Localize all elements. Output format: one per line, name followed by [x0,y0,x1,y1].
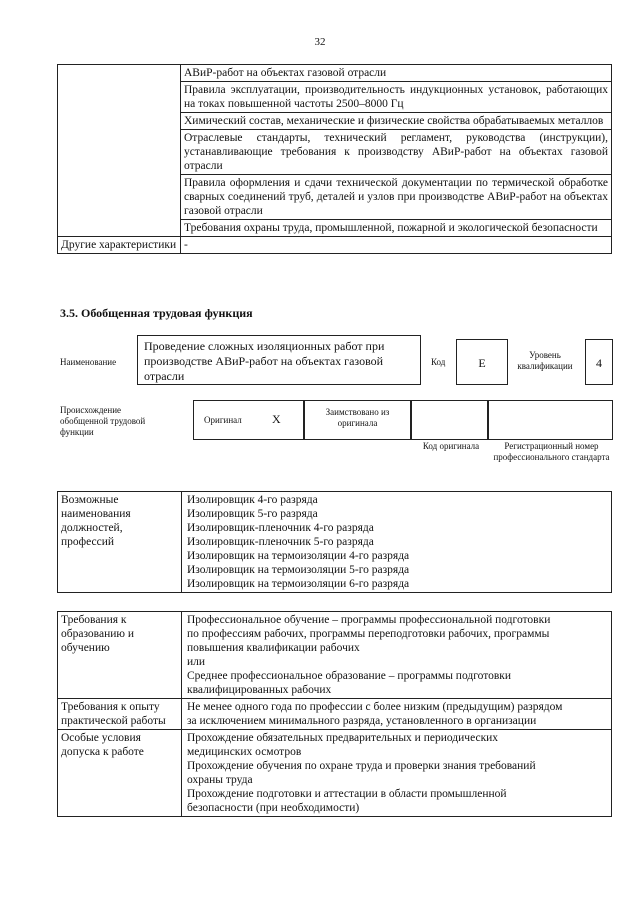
post-item: Изолировщик 5-го разряда [187,508,318,520]
experience-label: Требования к опыту практической работы [58,699,182,730]
level-label: Уровень квалификации [517,350,573,371]
borrowed-box [304,400,411,440]
original-mark: Х [272,412,281,426]
other-characteristics-value: - [181,237,612,254]
post-item: Изолировщик на термоизоляции 4-го разряда [187,550,410,562]
function-name-box [137,335,421,385]
code-caption: Код оригинала [422,441,480,451]
experience-value [182,699,612,730]
education-line: повышения квалификации рабочих [187,642,360,654]
education-value [182,612,612,699]
post-item: Изолировщик-пленочник 5-го разряда [187,536,374,548]
post-item: Изолировщик 4-го разряда [187,494,318,506]
knowledge-row: Правила оформления и сдачи технической документации по термической обработке сварных соединений труб, деталей и узлов при производстве АВиР-работ на объектах газовой отрасли [181,175,612,220]
posts-list [182,492,612,593]
origin-label: Происхождение обобщенной трудовой функции [60,405,146,437]
function-name-value: Проведение сложных изоляционных работ при производстве АВиР-работ на объектах газовой отрасли [144,339,385,383]
level-value: 4 [596,356,602,370]
education-line: Профессиональное обучение – программы профессиональной подготовки [187,614,551,626]
knowledge-label-cell [58,65,181,237]
code-label: Код [431,357,446,367]
education-label: Требования к образованию и обучению [58,612,182,699]
knowledge-row: Требования охраны труда, промышленной, пожарной и экологической безопасности [181,220,612,237]
borrowed-label: Заимствовано из оригинала [325,407,390,428]
reg-number-caption: Регистрационный номер профессионального стандарта [493,441,610,462]
post-item: Изолировщик-пленочник 4-го разряда [187,522,374,534]
admission-value [182,730,612,817]
admission-line: охраны труда [187,774,253,786]
knowledge-row: АВиР-работ на объектах газовой отрасли [181,65,612,82]
post-item: Изолировщик на термоизоляции 5-го разряда [187,564,410,576]
knowledge-table [57,64,612,254]
experience-line: за исключением минимального разряда, установленного в организации [187,715,537,727]
code-value: Е [478,356,486,370]
original-code-box [411,400,488,440]
education-line: Среднее профессиональное образование – программы подготовки [187,670,512,682]
code-box [456,339,508,385]
posts-table [57,491,612,593]
posts-label: Возможные наименования должностей, профессий [58,492,182,593]
other-characteristics-label: Другие характеристики [58,237,181,254]
education-line: квалифицированных рабочих [187,684,332,696]
admission-line: Прохождение обязательных предварительных и периодических [187,732,499,744]
admission-label: Особые условия допуска к работе [58,730,182,817]
experience-line: Не менее одного года по профессии с более низким (предыдущим) разрядом [187,701,563,713]
name-label: Наименование [60,357,117,367]
admission-line: Прохождение обучения по охране труда и проверки знания требований [187,760,536,772]
section-title: 3.5. Обобщенная трудовая функция [60,306,253,320]
page-number: 32 [314,36,326,48]
knowledge-row: Химический состав, механические и физические свойства обрабатываемых металлов [181,113,612,130]
education-line: по профессиям рабочих, программы переподготовки рабочих, программы [187,628,550,640]
knowledge-row: Правила эксплуатации, производительность индукционных установок, работающих на токах повышенной частоты 2500–8000 Гц [181,82,612,113]
requirements-table [57,611,612,817]
reg-number-box [488,400,613,440]
original-label: Оригинал [204,415,242,425]
admission-line: безопасности (при необходимости) [187,802,360,814]
level-box [585,339,613,385]
admission-line: Прохождение подготовки и аттестации в области промышленной [187,788,507,800]
knowledge-row: Отраслевые стандарты, технический регламент, руководства (инструкции), устанавливающие требования к производству АВиР-работ на объектах газовой отрасли [181,130,612,175]
education-line: или [187,656,206,668]
original-box [193,400,304,440]
admission-line: медицинских осмотров [187,746,302,758]
post-item: Изолировщик на термоизоляции 6-го разряда [187,578,410,590]
